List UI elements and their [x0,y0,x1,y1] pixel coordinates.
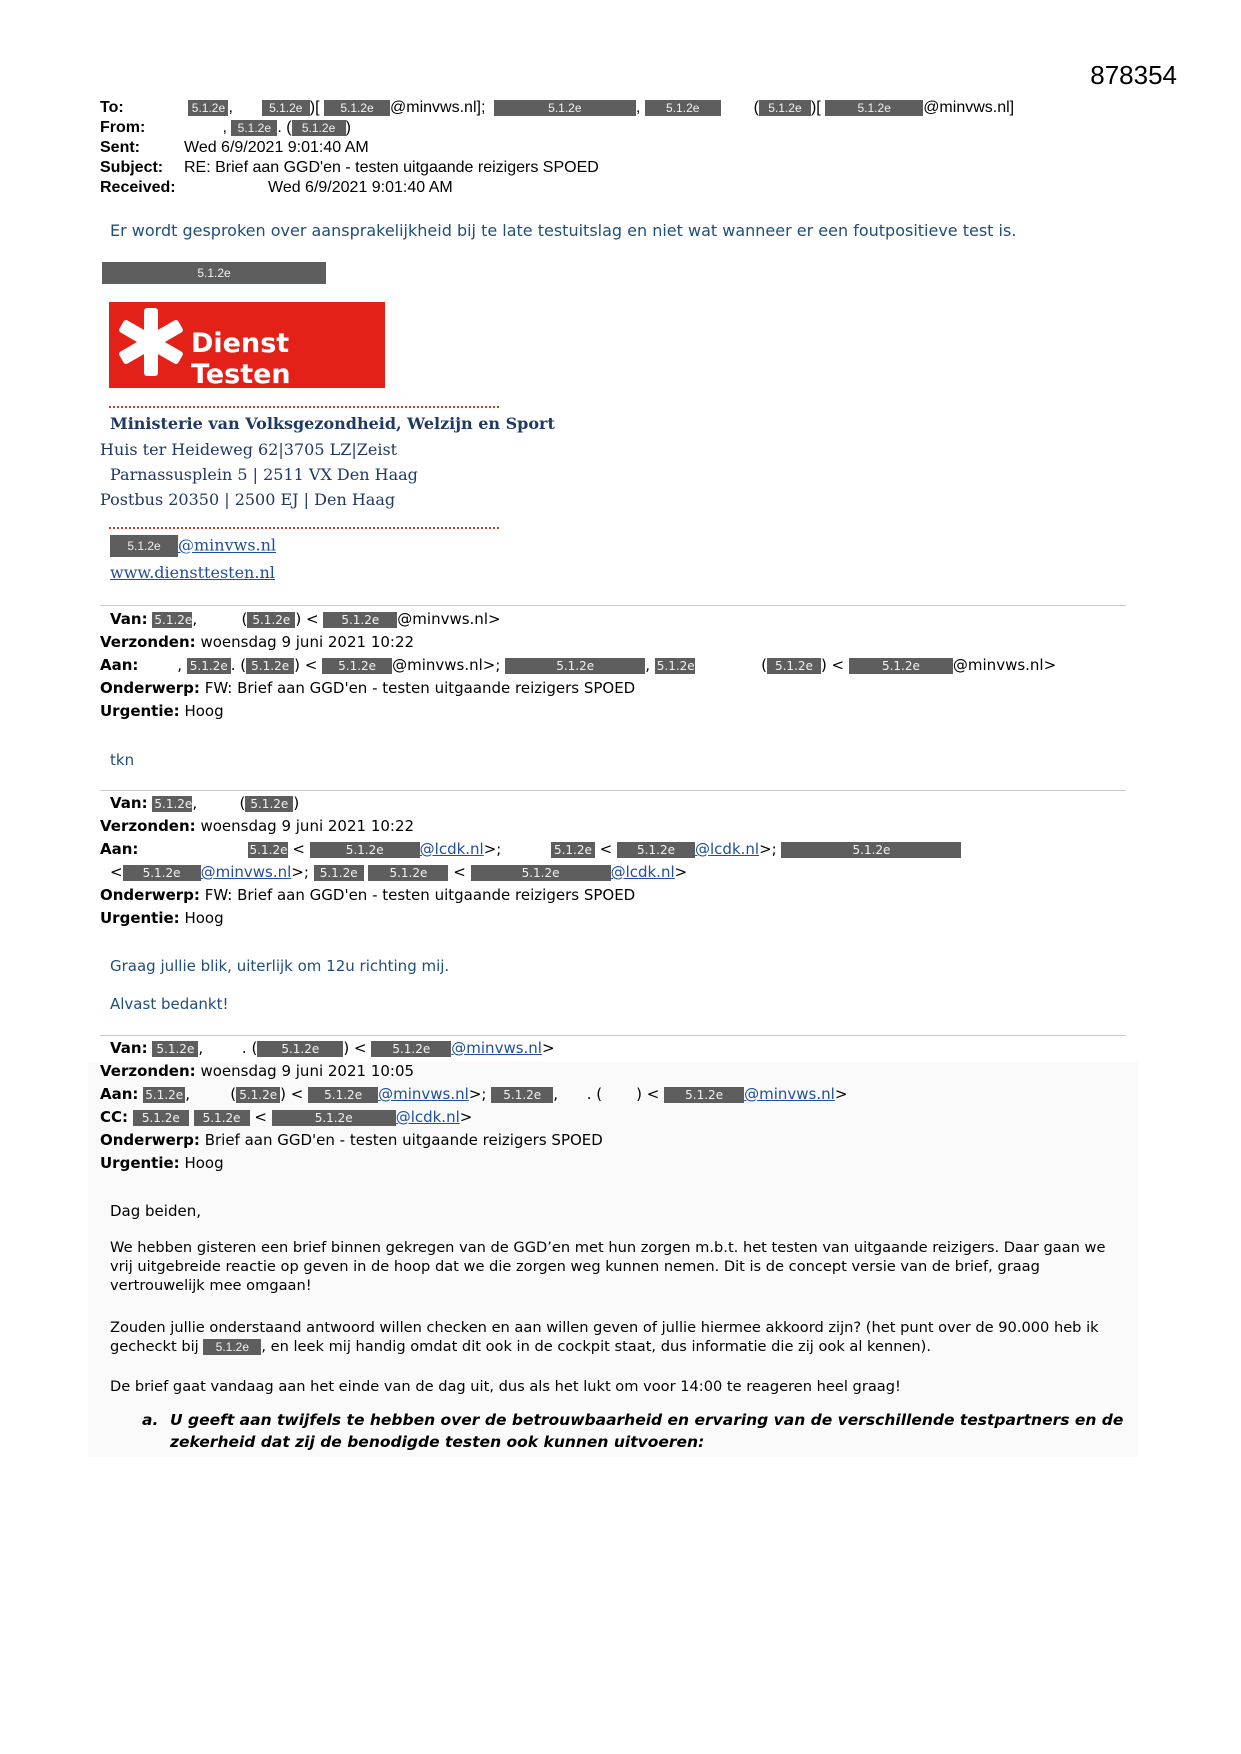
redaction-signature-name: 5.1.2e [102,262,326,284]
van-row: Van: 5.1.2e, ( 5.1.2e ) < 5.1.2e @minvws.nl> [110,610,501,628]
redaction: 5.1.2e [505,658,645,674]
separator [100,1035,1126,1036]
redaction: 5.1.2e [247,612,295,628]
aan-domain-1: @minvws.nl>; [392,656,501,674]
sent-value: Wed 6/9/2021 9:01:40 AM [184,139,369,156]
dienst-testen-logo [109,302,385,388]
redaction: 5.1.2e [314,865,364,881]
aan-label: Aan: [100,840,139,858]
urgentie-label: Urgentie: [100,702,180,720]
aan-domain-2: @minvws.nl> [952,656,1057,674]
address-line-2: Parnassusplein 5 | 2511 VX Den Haag [110,465,418,484]
redaction: 5.1.2e [781,842,961,858]
aan-row: Aan: 5.1.2e < 5.1.2e @lcdk.nl>; 5.1.2e < 5.1.2e @lcdk.nl>; 5.1.2e [100,838,961,861]
verzonden-label: Verzonden: [100,1062,196,1080]
question-marker: a. [142,1411,159,1429]
aan-email-link-2[interactable]: @minvws.nl [744,1085,835,1103]
aan-row: Aan: , 5.1.2e . ( 5.1.2e ) < 5.1.2e @minvws.nl>; 5.1.2e , 5.1.2e ( 5.1.2e ) < 5.1.2e @minvws.nl> [100,656,1057,674]
aan-label: Aan: [100,656,139,674]
onderwerp-label: Onderwerp: [100,1131,200,1149]
to-domain-2: @minvws.nl] [923,99,1015,116]
forwarded-mail-1 [100,608,1056,723]
forwarded-mail-2 [100,792,961,930]
asterisk-logo-icon [109,302,187,388]
onderwerp-value: Brief aan GGD'en - testen uitgaande reizigers SPOED [204,1131,603,1149]
subject-label: Subject: [100,159,164,176]
redaction: 5.1.2e [664,1087,744,1103]
redaction: 5.1.2e [231,120,277,136]
redaction: 5.1.2e [249,842,288,857]
van-label: Van: [110,610,148,628]
redaction: 5.1.2e [825,100,923,116]
urgentie-label: Urgentie: [100,1154,180,1172]
address-line-1: Huis ter Heideweg 62|3705 LZ|Zeist [100,440,398,459]
ministry-name: Ministerie van Volksgezondheid, Welzijn en Sport [110,414,555,433]
van-label: Van: [110,1039,148,1057]
redaction: 5.1.2e [245,796,293,812]
redaction: 5.1.2e [257,1041,343,1057]
redaction: 5.1.2e [154,796,193,811]
paragraph-1: We hebben gisteren een brief binnen gekregen van de GGD’en met hun zorgen m.b.t. het testen van uitgaande reizigers. Daar gaan we vrij uitgebreide reactie op geven in de hoop dat we die zorgen weg kunnen nemen. Dit is de concept versie van de brief, graag vertrouwelijk mee omgaan! [110,1239,1106,1294]
van-label: Van: [110,794,148,812]
redaction: 5.1.2e [645,100,721,116]
to-domain-1: @minvws.nl]; [390,99,486,116]
redaction: 5.1.2e [656,658,695,673]
urgentie-row [100,700,1056,723]
address-line-3: Postbus 20350 | 2500 EJ | Den Haag [100,490,396,509]
aan-lcdk-link-3[interactable]: @lcdk.nl [610,863,675,881]
redaction: 5.1.2e [322,658,392,674]
received-value: Wed 6/9/2021 9:01:40 AM [268,179,453,196]
onderwerp-row [100,884,961,907]
to-row: To: 5.1.2e , 5.1.2e )[ 5.1.2e @minvws.nl]; 5.1.2e , 5.1.2e ( 5.1.2e )[ 5.1.2e @minvws.nl] [100,99,1015,116]
urgentie-value: Hoog [184,702,224,720]
separator [100,790,1126,791]
verzonden-value: woensdag 9 juni 2021 10:22 [200,633,415,651]
signature-website [110,563,275,582]
redaction: 5.1.2e [110,535,178,557]
website-link[interactable]: www.diensttesten.nl [110,563,275,582]
redaction: 5.1.2e [471,865,611,881]
van-row: Van: 5.1.2e , . ( 5.1.2e ) < 5.1.2e @minvws.nl> [110,1039,555,1057]
cc-label: CC: [100,1108,129,1126]
urgentie-row [100,907,961,930]
redaction: 5.1.2e [272,1110,396,1126]
van-email-link[interactable]: @minvws.nl [451,1039,542,1057]
aan-row-cont: < 5.1.2e @minvws.nl>; 5.1.2e 5.1.2e < 5.1.2e @lcdk.nl> [110,863,688,881]
greeting: Dag beiden, [110,1202,201,1220]
aan-email-link-1[interactable]: @minvws.nl [378,1085,469,1103]
redaction: 5.1.2e [123,865,201,881]
redaction: 5.1.2e [262,100,310,116]
mail1-body: tkn [110,751,135,769]
verzonden-row [100,631,1056,654]
redaction: 5.1.2e [371,1041,451,1057]
aan-row: Aan: 5.1.2e , ( 5.1.2e ) < 5.1.2e @minvws.nl>; 5.1.2e , . ( ) < 5.1.2e @minvws.nl> [100,1085,848,1103]
redaction: 5.1.2e [152,1041,198,1057]
sent-row [100,138,1014,158]
redaction: 5.1.2e [187,658,231,674]
paragraph-2 [110,1318,1130,1356]
redaction: 5.1.2e [617,842,695,858]
question-text: U geeft aan twijfels te hebben over de betrouwbaarheid en ervaring van de verschillende testpartners en de zekerheid dat zij de benodigde testen ook kunnen uitvoeren: [170,1411,1124,1451]
redaction: 5.1.2e [759,100,811,116]
verzonden-value: woensdag 9 juni 2021 10:22 [200,817,415,835]
redaction: 5.1.2e [494,100,636,116]
separator [100,605,1126,606]
redaction: 5.1.2e [323,612,397,628]
onderwerp-label: Onderwerp: [100,679,200,697]
cc-row: CC: 5.1.2e 5.1.2e < 5.1.2e @lcdk.nl> [100,1108,473,1126]
aan-minvws-link[interactable]: @minvws.nl [200,863,292,881]
mail2-body-1: Graag jullie blik, uiterlijk om 12u richting mij. [110,957,450,975]
redaction: 5.1.2e [143,1087,185,1103]
urgentie-value: Hoog [184,909,224,927]
received-row [100,178,1014,198]
verzonden-label: Verzonden: [100,817,196,835]
aan-lcdk-link-1[interactable]: @lcdk.nl [419,840,484,858]
onderwerp-value: FW: Brief aan GGD'en - testen uitgaande reizigers SPOED [204,886,636,904]
email-header [100,98,1014,198]
redaction: 5.1.2e [203,1339,261,1355]
onderwerp-label: Onderwerp: [100,886,200,904]
logo-text: Dienst Testen [191,328,291,390]
signature-email [110,535,276,557]
paragraph-3: De brief gaat vandaag aan het einde van de dag uit, dus als het lukt om voor 14:00 te reageren heel graag! [110,1378,901,1395]
redaction: 5.1.2e [491,1087,553,1103]
paragraph-2-end: , en leek mij handig omdat dit ook in de cockpit staat, dus informatie die zij ook al kennen). [261,1338,932,1355]
aan-label: Aan: [100,1085,139,1103]
redaction: 5.1.2e [292,120,346,136]
redaction: 5.1.2e [551,842,595,858]
to-label: To: [100,99,124,116]
redaction: 5.1.2e [310,842,420,858]
signature-email-link[interactable]: @minvws.nl [178,535,277,555]
redaction: 5.1.2e [849,658,953,674]
original-mail [100,1037,847,1175]
redaction: 5.1.2e [246,658,294,674]
divider [109,527,499,529]
urgentie-row [100,1152,847,1175]
verzonden-value: woensdag 9 juni 2021 10:05 [200,1062,415,1080]
reply-text: Er wordt gesproken over aansprakelijkheid bij te late testuitslag en niet wat wanneer er een foutpositieve test is. [110,221,1017,240]
redaction: 5.1.2e [133,1110,189,1126]
verzonden-label: Verzonden: [100,633,196,651]
redaction: 5.1.2e [767,658,821,674]
aan-lcdk-link-2[interactable]: @lcdk.nl [695,840,760,858]
van-domain: @minvws.nl> [397,610,501,628]
from-label: From: [100,119,146,136]
sent-label: Sent: [100,139,140,156]
received-label: Received: [100,179,176,196]
redaction: 5.1.2e [368,865,448,881]
redaction: 5.1.2e [188,100,228,116]
onderwerp-value: FW: Brief aan GGD'en - testen uitgaande reizigers SPOED [204,679,636,697]
onderwerp-row [100,677,1056,700]
document-id: 878354 [1090,60,1177,90]
paragraph-2-start: Zouden jullie onderstaand antwoord willen checken en aan willen geven of jullie hiermee akkoord zijn? (het punt over de 90.000 heb ik gecheckt bij [110,1319,1099,1355]
subject-value: RE: Brief aan GGD'en - testen uitgaande reizigers SPOED [184,159,599,176]
verzonden-row [100,815,961,838]
from-row: From: , 5.1.2e . ( 5.1.2e ) [100,119,351,136]
van-row: Van: 5.1.2e, ( 5.1.2e ) [110,794,300,812]
mail2-body-2: Alvast bedankt! [110,995,229,1013]
verzonden-row [100,1060,847,1083]
redaction: 5.1.2e [154,612,193,627]
onderwerp-row [100,1129,847,1152]
cc-email-link[interactable]: @lcdk.nl [395,1108,460,1126]
subject-row [100,158,1014,178]
urgentie-label: Urgentie: [100,909,180,927]
redaction: 5.1.2e [324,100,390,116]
redaction: 5.1.2e [236,1087,280,1103]
redaction: 5.1.2e [194,1110,250,1126]
divider [109,406,499,408]
urgentie-value: Hoog [184,1154,224,1172]
redaction: 5.1.2e [308,1087,378,1103]
